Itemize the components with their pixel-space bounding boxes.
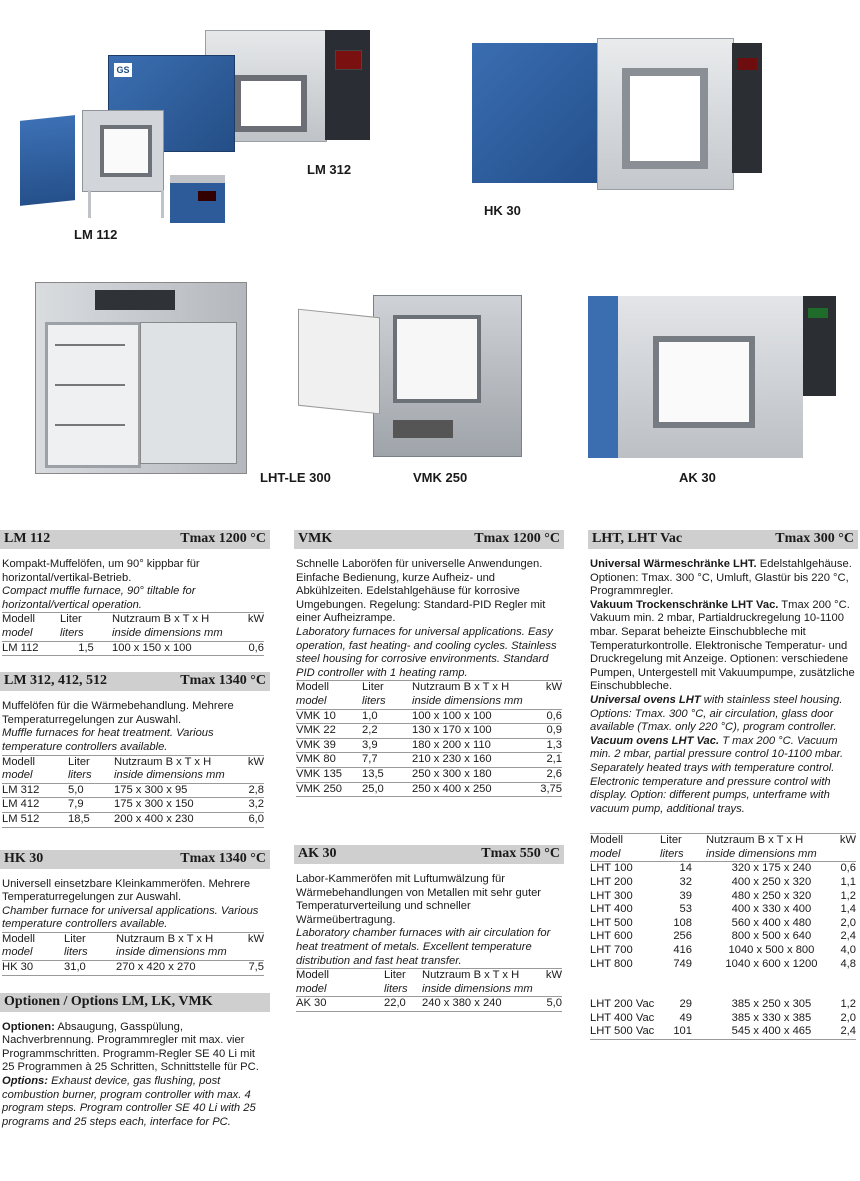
section-title: AK 30 [298,846,337,862]
description-de: Muffelöfen für die Wärmebehandlung. Mehrere Temperaturregelungen zur Auswahl. [2,700,234,726]
table-row: AK 30 22,0 240 x 380 x 240 5,0 [296,997,562,1012]
section-lm112 [0,530,270,656]
spec-table-lht [590,833,856,1040]
photo-lht-le300 [35,282,245,477]
description-en: Laboratory furnaces for universal applications. Easy operation, fast heating- and cooling cycles. Stainless steel housing for corrosive environments. Standard PID controller with 1 heating ramp. [296,625,557,679]
caption-vmk250: VMK 250 [413,470,468,485]
table-row: LHT 100 14 320 x 175 x 240 0,6 [590,862,856,875]
table-header-en: model liters inside dimensions mm [2,769,264,783]
section-title: LM 312, 412, 512 [4,673,108,689]
description-de: Schnelle Laboröfen für universelle Anwendungen. Einfache Bedienung, kurze Aufheiz- und Abkühlzeiten. Edelstahlgehäuse für korrosive Umgebungen. Regelung: Standard-PID Regler mit einer Aufheizrampe. [296,558,546,625]
caption-lht-le300: LHT-LE 300 [260,470,331,485]
table-row: LHT 800 749 1040 x 600 x 1200 4,8 [590,957,856,970]
section-header [0,530,270,549]
table-header-en: model liters inside dimensions mm [296,695,562,709]
section-tmax: Tmax 1200 °C [180,531,266,546]
lht-paragraph-3: Universal ovens LHT with stainless steel housing. Options: Tmax. 300 °C, air circulation, glass door available (Tmax. only 220 °C), program controller. [590,693,843,734]
section-hk30 [0,850,270,976]
caption-lm312: LM 312 [307,162,352,177]
table-row: LHT 300 39 480 x 250 x 320 1,2 [590,889,856,902]
section-header [0,850,270,869]
table-row: VMK 80 7,7 210 x 230 x 160 2,1 [296,753,562,768]
options-de: Optionen: Absaugung, Gasspülung, Nachverbrennung. Programmregler mit max. vier Programmschritten. Programm-Regler SE 40 Li mit 25 Programmen à 25 Schritten, Schnittstelle für PC. [2,1020,259,1074]
table-header: Modell Liter Nutzraum B x T x H kW [2,932,264,945]
options-en: Options: Exhaust device, gas flushing, post combustion burner, program controller with max. 4 program steps. Program controller SE 40 Li with 25 programs and 25 steps each, interface for PC. [2,1075,256,1128]
section-title: LHT, LHT Vac [592,531,683,546]
table-header: Modell Liter Nutzraum B x T x H kW [296,681,562,694]
section-lht [588,530,858,1040]
table-row: LHT 700 416 1040 x 500 x 800 4,0 [590,944,856,957]
table-spacer [590,971,856,998]
table-row: LHT 400 53 400 x 330 x 400 1,4 [590,903,856,916]
table-header: Modell Liter Nutzraum B x T x H kW [2,755,264,768]
description-en: Muffle furnaces for heat treatment. Various temperature controllers available. [2,727,214,753]
section-tmax: Tmax 1340 °C [180,850,266,866]
table-row: VMK 39 3,9 180 x 200 x 110 1,3 [296,738,562,753]
description-de: Universell einsetzbare Kleinkammeröfen. Mehrere Temperaturregelungen zur Auswahl. [2,877,251,904]
section-ak30 [294,845,564,1012]
table-header-en: model liters inside dimensions mm [296,983,562,997]
table-row: HK 30 31,0 270 x 420 x 270 7,5 [2,961,264,976]
lht-paragraph-2: Vakuum Trockenschränke LHT Vac. Tmax 200 °C. Vakuum min. 2 mbar, Partialdruckregelung 10-1100 mbar. Separat beheizte Einschubbleche mit Temperaturkontrolle. Elektronische Temperatur- und Druckregelung mit Anzeige. Optionen: verschiedene Pumpen, Untergestell mit Vakuumpumpe, zusätzliche Einschubbleche. [590,598,855,693]
column-right [588,530,858,1040]
table-row: LHT 200 Vac 29 385 x 250 x 305 1,2 [590,998,856,1011]
section-header [294,530,564,549]
photo-lm112-controller [170,175,225,223]
section-vmk [294,530,564,797]
spec-table-lm112 [2,612,264,656]
description-en: Chamber furnace for universal applications. Various temperature controllers available. [2,904,259,931]
table-row: VMK 250 25,0 250 x 400 x 250 3,75 [296,782,562,797]
table-header-en: model liters inside dimensions mm [590,848,856,862]
section-options [0,993,270,1130]
table-row: LM 512 18,5 200 x 400 x 230 6,0 [2,812,264,827]
table-row: LM 412 7,9 175 x 300 x 150 3,2 [2,798,264,813]
table-row: LHT 500 108 560 x 400 x 480 2,0 [590,916,856,929]
table-header-en: model liters inside dimensions mm [2,946,264,960]
lht-paragraph-4: Vacuum ovens LHT Vac. T max 200 °C. Vacuum min. 2 mbar, partial pressure control 10-1100 mbar. Separately heated trays with temperature control. Electronic temperature and pressure control with display. Option: different pumps, unterframe with vacuum pump, additional trays. [590,734,844,815]
section-tmax: Tmax 1340 °C [180,673,266,689]
spec-table-hk30 [2,932,264,976]
table-row: LM 312 5,0 175 x 300 x 95 2,8 [2,783,264,798]
table-row: VMK 22 2,2 130 x 170 x 100 0,9 [296,724,562,739]
section-title: LM 112 [4,531,51,546]
photo-ak30 [588,296,836,458]
table-header: Modell Liter Nutzraum B x T x H kW [2,613,264,626]
section-header [588,530,858,549]
table-row: LHT 400 Vac 49 385 x 330 x 385 2,0 [590,1011,856,1024]
table-row: LM 112 1,5 100 x 150 x 100 0,6 [2,641,264,656]
table-row: LHT 200 32 400 x 250 x 320 1,1 [590,876,856,889]
section-header [0,672,270,691]
section-tmax: Tmax 550 °C [481,846,560,862]
spec-table-lm312 [2,755,264,828]
section-tmax: Tmax 1200 °C [474,531,560,546]
photo-vmk250 [298,295,520,460]
section-header [0,993,270,1012]
spec-table-vmk [296,680,562,797]
gs-logo-icon: GS [114,63,132,77]
section-title: HK 30 [4,850,44,866]
photo-hk30 [472,38,802,188]
description-de: Labor-Kammeröfen mit Luftumwälzung für Wärmebehandlungen von Metallen mit sehr guter Temperaturverteilung und schneller Wärmeübertragung. [296,873,542,926]
lht-paragraph-1: Universal Wärmeschränke LHT. Edelstahlgehäuse. Optionen: Tmax. 300 °C, Umluft, Glastür bis 220 °C, Programmregler. [590,558,852,598]
description-en: Compact muffle furnace, 90° tiltable for horizontal/vertical operation. [2,585,196,611]
column-middle [294,530,564,1012]
column-left [0,530,270,1129]
table-row: LHT 500 Vac 101 545 x 400 x 465 2,4 [590,1025,856,1039]
caption-ak30: AK 30 [679,470,716,485]
table-header: Modell Liter Nutzraum B x T x H kW [296,969,562,982]
description-en: Laboratory chamber furnaces with air circulation for heat treatment of metals. Excellent temperature distribution and fast heat transfer. [296,927,551,967]
table-row: VMK 135 13,5 250 x 300 x 180 2,6 [296,767,562,782]
section-title: Optionen / Options LM, LK, VMK [4,993,213,1009]
description-de: Kompakt-Muffelöfen, um 90° kippbar für horizontal/vertikal-Betrieb. [2,558,200,584]
photo-lm112 [20,110,170,220]
caption-hk30: HK 30 [484,203,521,218]
spec-table-ak30 [296,968,562,1012]
table-row: VMK 10 1,0 100 x 100 x 100 0,6 [296,709,562,724]
table-header: Modell Liter Nutzraum B x T x H kW [590,834,856,847]
table-header-en: model liters inside dimensions mm [2,627,264,641]
section-header [294,845,564,864]
table-row: LHT 600 256 800 x 500 x 640 2,4 [590,930,856,943]
section-lm312 [0,672,270,827]
caption-lm112: LM 112 [74,227,118,242]
section-title: VMK [298,531,333,546]
section-tmax: Tmax 300 °C [775,531,854,546]
